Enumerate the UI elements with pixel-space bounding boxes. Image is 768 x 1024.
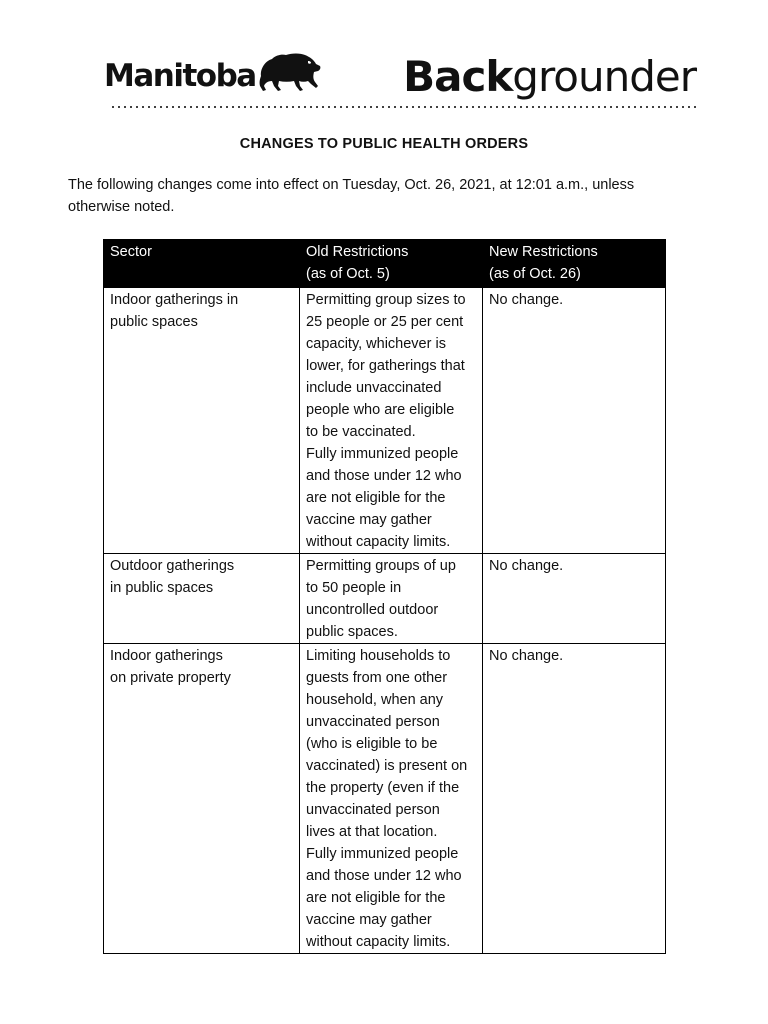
old-restrictions-cell-line: people who are eligible	[306, 402, 455, 418]
bison-icon	[258, 52, 322, 96]
table-row	[104, 288, 666, 554]
new-restrictions-cell	[483, 644, 666, 954]
intro-line: otherwise noted.	[68, 199, 175, 215]
old-restrictions-cell-line: Fully immunized people	[306, 446, 459, 462]
old-restrictions-cell	[300, 644, 483, 954]
manitoba-wordmark: Manitoba	[104, 58, 256, 94]
intro-line: The following changes come into effect on Tuesday, Oct. 26, 2021, at 12:01 a.m., unless	[68, 177, 635, 193]
old-restrictions-cell-line: Fully immunized people	[306, 846, 459, 862]
backgrounder-bold-text: Back	[403, 52, 513, 101]
sector-cell	[104, 644, 300, 954]
old-restrictions-cell-line: lives at that location.	[306, 824, 438, 840]
sector-cell	[104, 288, 300, 554]
old-restrictions-cell-line: the property (even if the	[306, 780, 460, 796]
page-header	[104, 48, 696, 110]
manitoba-logo	[104, 54, 322, 98]
old-restrictions-cell-line: Limiting households to	[306, 648, 451, 664]
new-restrictions-cell	[483, 288, 666, 554]
old-restrictions-cell-line: and those under 12 who	[306, 468, 462, 484]
old-restrictions-cell-line: guests from one other	[306, 670, 448, 686]
dotted-divider	[110, 105, 696, 109]
old-restrictions-cell-line: Permitting groups of up	[306, 558, 456, 574]
table-row	[104, 554, 666, 644]
sector-cell-line: public spaces	[110, 314, 198, 330]
old-restrictions-cell	[300, 554, 483, 644]
new-restrictions-cell-line: No change.	[489, 648, 564, 664]
sector-cell	[104, 554, 300, 644]
old-restrictions-cell-line: are not eligible for the	[306, 490, 446, 506]
sector-cell-line: Outdoor gatherings	[110, 558, 235, 574]
old-restrictions-cell-line: capacity, whichever is	[306, 336, 446, 352]
old-restrictions-cell-line: 25 people or 25 per cent	[306, 314, 464, 330]
page-title: CHANGES TO PUBLIC HEALTH ORDERS	[239, 136, 529, 152]
backgrounder-light-text: grounder	[512, 52, 696, 101]
header-line: New Restrictions	[489, 244, 598, 260]
old-restrictions-cell-line: to 50 people in	[306, 580, 402, 596]
old-restrictions-cell-line: vaccinated) is present on	[306, 758, 468, 774]
header-line: (as of Oct. 5)	[306, 266, 390, 282]
old-restrictions-cell-line: unvaccinated person	[306, 802, 440, 818]
table-header-row	[104, 240, 666, 288]
backgrounder-logo	[403, 48, 696, 106]
sector-cell-line: Indoor gatherings	[110, 648, 223, 664]
old-restrictions-cell-line: and those under 12 who	[306, 868, 462, 884]
old-restrictions-cell-line: Permitting group sizes to	[306, 292, 466, 308]
restrictions-table	[103, 239, 666, 954]
header-sector	[104, 240, 300, 288]
new-restrictions-cell-line: No change.	[489, 292, 564, 308]
table-row	[104, 644, 666, 954]
old-restrictions-cell	[300, 288, 483, 554]
old-restrictions-cell-line: (who is eligible to be	[306, 736, 438, 752]
header-line: Old Restrictions	[306, 244, 409, 260]
header-line: Sector	[110, 244, 152, 260]
new-restrictions-cell	[483, 554, 666, 644]
new-restrictions-cell-line: No change.	[489, 558, 564, 574]
sector-cell-line: Indoor gatherings in	[110, 292, 239, 308]
old-restrictions-cell-line: unvaccinated person	[306, 714, 440, 730]
old-restrictions-cell-line: are not eligible for the	[306, 890, 446, 906]
header-old-restrictions	[300, 240, 483, 288]
old-restrictions-cell-line: public spaces.	[306, 624, 398, 640]
old-restrictions-cell-line: uncontrolled outdoor	[306, 602, 439, 618]
old-restrictions-cell-line: lower, for gatherings that	[306, 358, 465, 374]
old-restrictions-cell-line: vaccine may gather	[306, 912, 432, 928]
sector-cell-line: in public spaces	[110, 580, 214, 596]
sector-cell-line: on private property	[110, 670, 231, 686]
old-restrictions-cell-line: without capacity limits.	[306, 934, 451, 950]
old-restrictions-cell-line: to be vaccinated.	[306, 424, 416, 440]
old-restrictions-cell-line: vaccine may gather	[306, 512, 432, 528]
header-line: (as of Oct. 26)	[489, 266, 581, 282]
intro-paragraph	[68, 174, 688, 218]
old-restrictions-cell-line: include unvaccinated	[306, 380, 442, 396]
old-restrictions-cell-line: household, when any	[306, 692, 444, 708]
header-new-restrictions	[483, 240, 666, 288]
old-restrictions-cell-line: without capacity limits.	[306, 534, 451, 550]
